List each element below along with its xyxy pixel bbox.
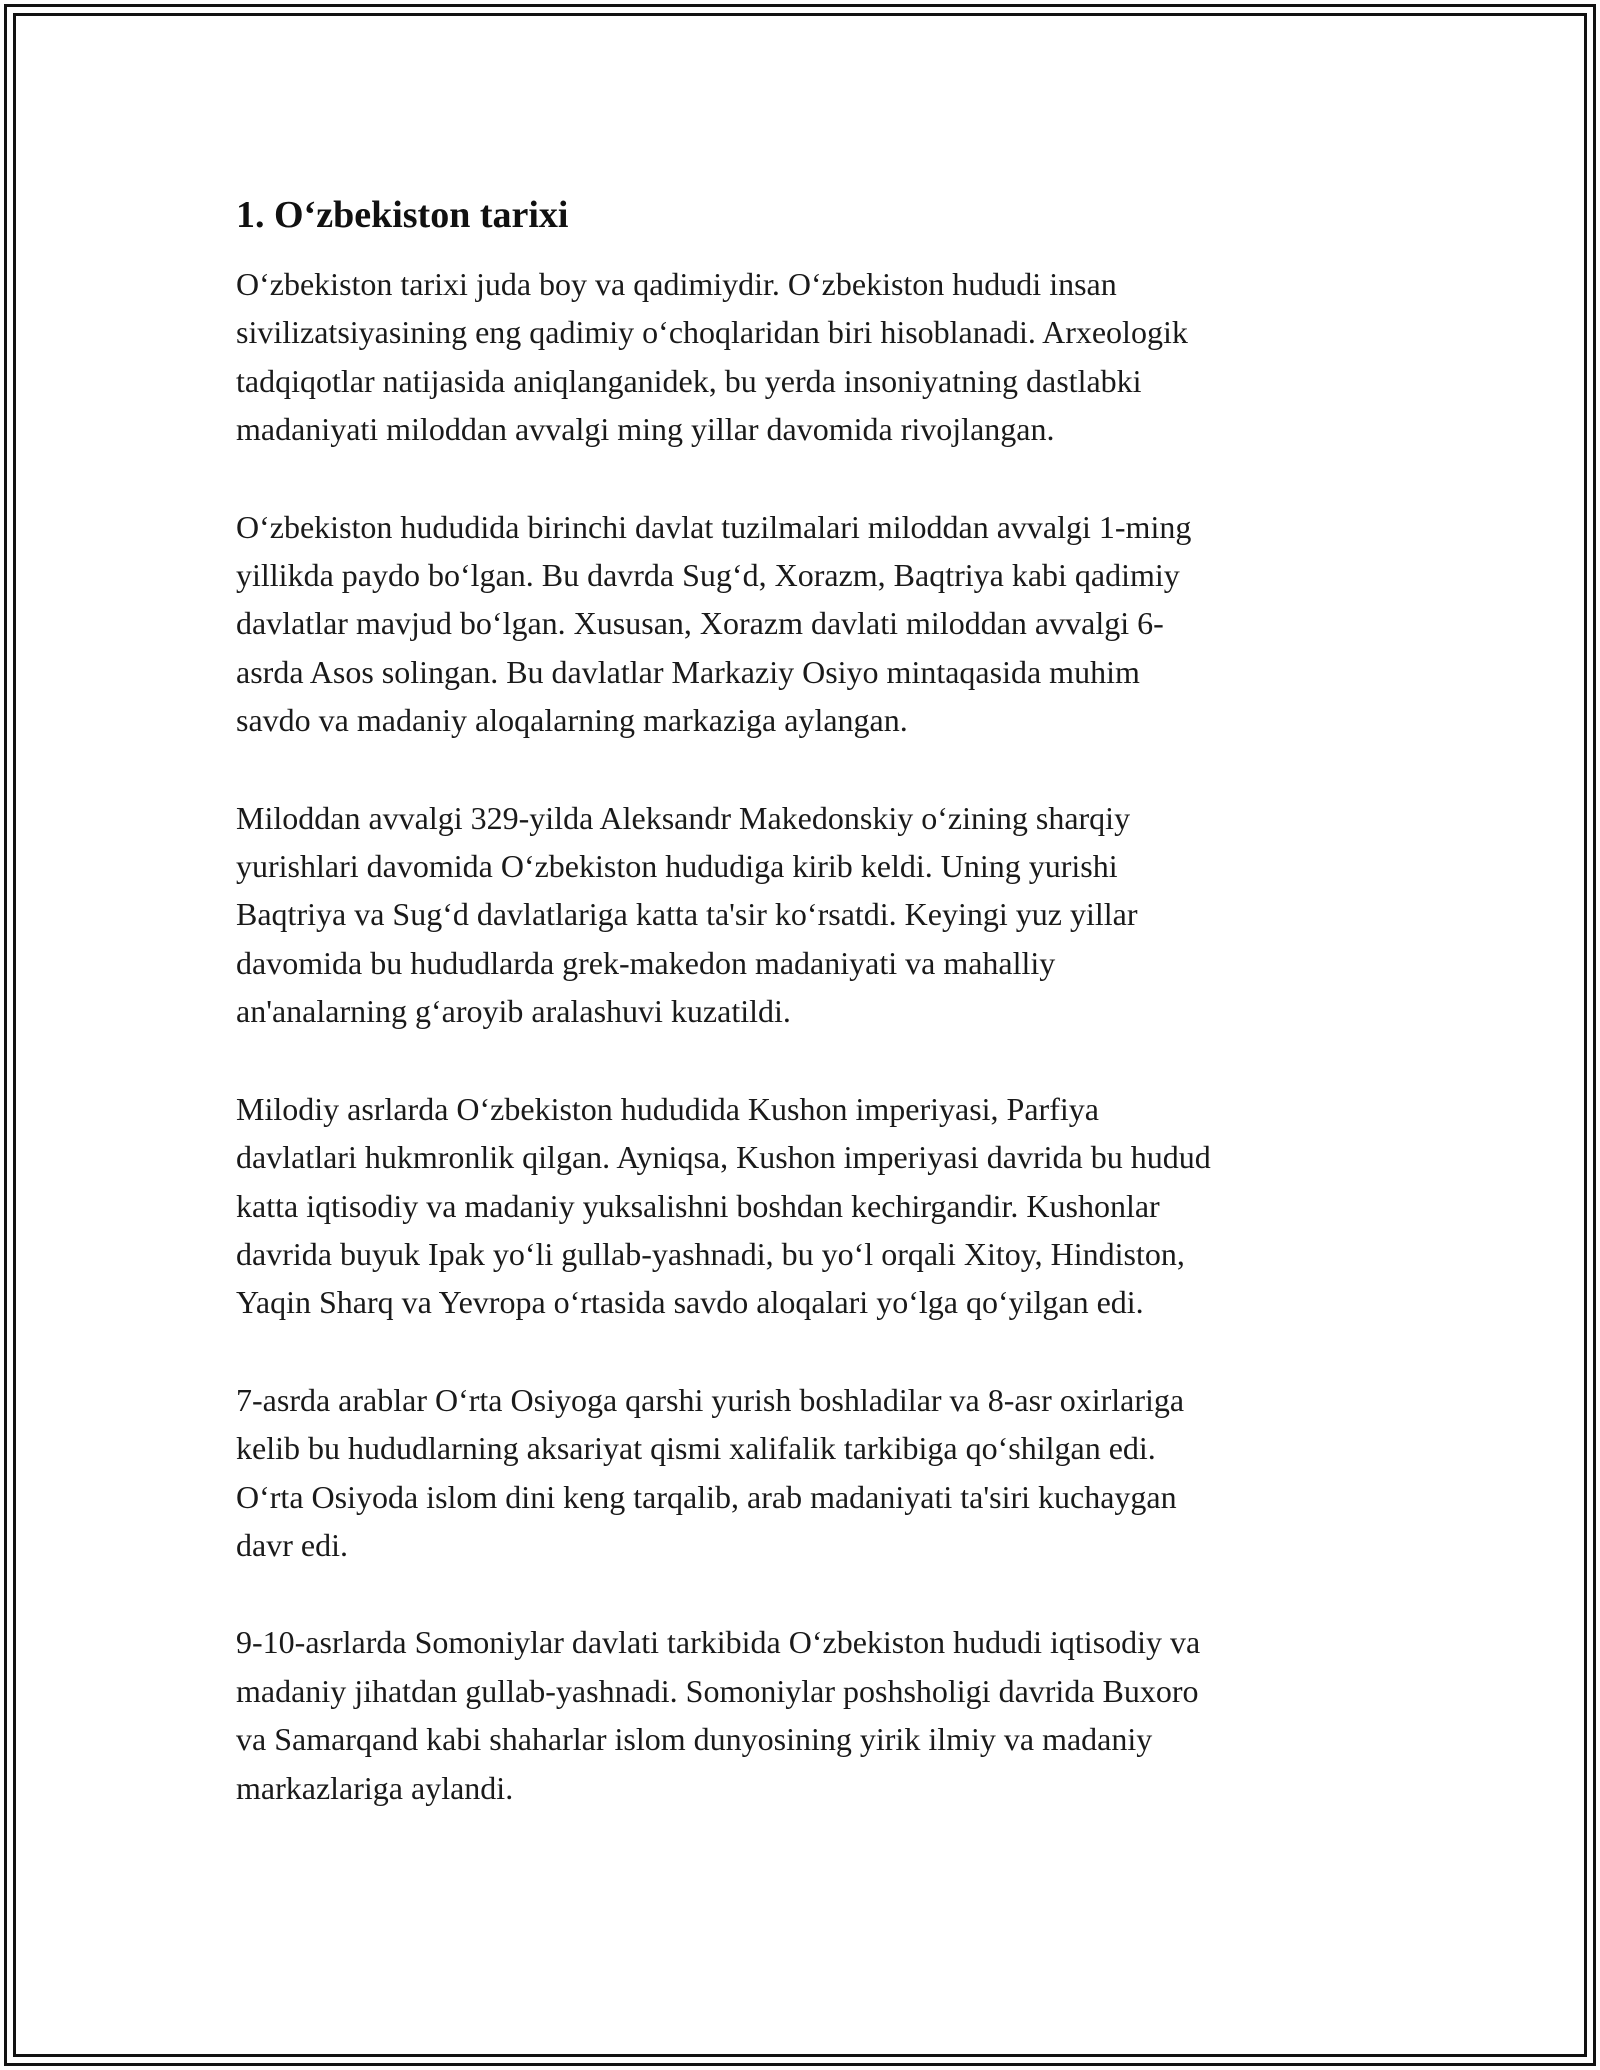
paragraph: O‘zbekiston tarixi juda boy va qadimiydir. O‘zbekiston hududi insan sivilizatsiyasining eng qadimiy o‘choqlaridan biri hisoblanadi. Arxeologik tadqiqotlar natijasida aniqlanganidek, bu yerda insoniyatning dastlabki madaniyati miloddan avvalgi ming yillar davomida rivojlangan.: [236, 266, 1188, 448]
document-body: [236, 190, 1366, 1861]
paragraph: Milodiy asrlarda O‘zbekiston hududida Kushon imperiyasi, Parfiya davlatlari hukmronlik qilgan. Ayniqsa, Kushon imperiyasi davrida bu hudud katta iqtisodiy va madaniy yuksalishni boshdan kechirgandir. Kushonlar davrida buyuk Ipak yo‘li gullab-yashnadi, bu yo‘l orqali Xitoy, Hindiston, Yaqin Sharq va Yevropa o‘rtasida savdo aloqalari yo‘lga qo‘yilgan edi.: [236, 1090, 1211, 1321]
section-title: 1. O‘zbekiston tarixi: [236, 194, 569, 236]
paragraph: Miloddan avvalgi 329-yilda Aleksandr Makedonskiy o‘zining sharqiy yurishlari davomida O‘zbekiston hududiga kirib keldi. Uning yurishi Baqtriya va Sug‘d davlatlariga katta ta'sir ko‘rsatdi. Keyingi yuz yillar davomida bu hududlarda grek-makedon madaniyati va mahalliy an'analarning g‘aroyib aralashuvi kuzatildi.: [236, 799, 1138, 1030]
paragraph: O‘zbekiston hududida birinchi davlat tuzilmalari miloddan avvalgi 1-ming yillikda paydo bo‘lgan. Bu davrda Sug‘d, Xorazm, Baqtriya kabi qadimiy davlatlar mavjud bo‘lgan. Xususan, Xorazm davlati miloddan avvalgi 6- asrda Asos solingan. Bu davlatlar Markaziy Osiyo mintaqasida muhim savdo va madaniy aloqalarning markaziga aylangan.: [236, 508, 1192, 739]
paragraph: 9-10-asrlarda Somoniylar davlati tarkibida O‘zbekiston hududi iqtisodiy va madaniy jihatdan gullab-yashnadi. Somoniylar poshsholigi davrida Buxoro va Samarqand kabi shaharlar islom dunyosining yirik ilmiy va madaniy markazlariga aylandi.: [236, 1624, 1201, 1806]
paragraph: 7-asrda arablar O‘rta Osiyoga qarshi yurish boshladilar va 8-asr oxirlariga kelib bu hududlarning aksariyat qismi xalifalik tarkibiga qo‘shilgan edi. O‘rta Osiyoda islom dini keng tarqalib, arab madaniyati ta'siri kuchaygan davr edi.: [236, 1381, 1185, 1563]
